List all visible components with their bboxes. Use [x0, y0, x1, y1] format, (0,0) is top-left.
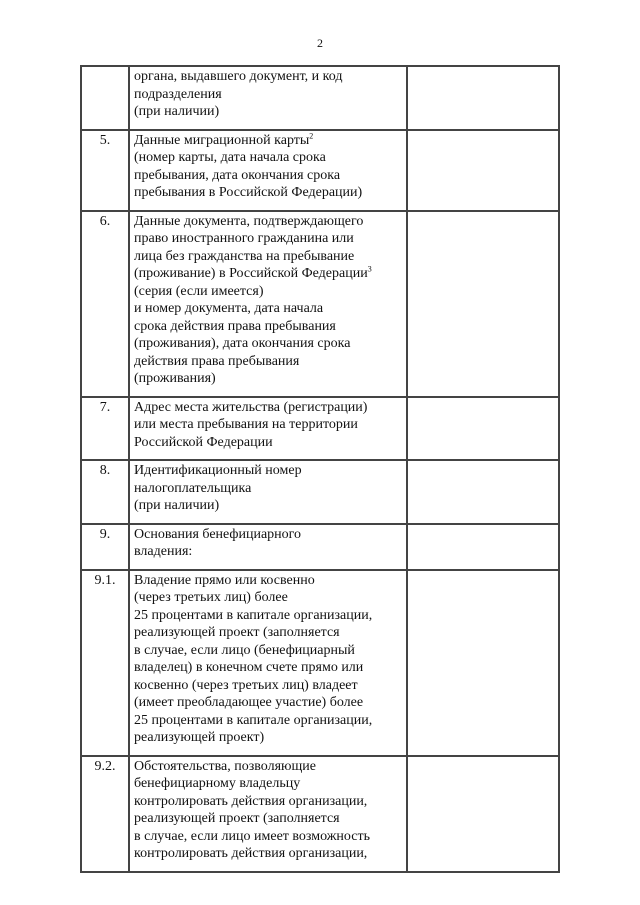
page-number: 2 [317, 36, 323, 50]
form-table [80, 65, 560, 873]
row-description [129, 570, 407, 756]
footnote-mark: 2 [309, 130, 314, 140]
row-description [129, 66, 407, 130]
row-value-cell [407, 397, 559, 461]
row-text: Адрес места жительства (регистрации) или места пребывания на территории Российской Федерации [134, 399, 368, 450]
row-value-cell [407, 130, 559, 211]
table-row [81, 66, 559, 130]
row-number: 6. [81, 211, 129, 397]
row-number: 8. [81, 460, 129, 524]
row-value-cell [407, 756, 559, 872]
table-row [81, 570, 559, 756]
row-number: 9.1. [81, 570, 129, 756]
row-number: 9. [81, 524, 129, 570]
table-row [81, 756, 559, 872]
row-text: Идентификационный номер налогоплательщика (при наличии) [134, 463, 302, 513]
row-description [129, 397, 407, 461]
row-value-cell [407, 524, 559, 570]
row-number: 7. [81, 397, 129, 461]
row-value-cell [407, 66, 559, 130]
row-text-tail: (номер карты, дата начала срока пребывания, дата окончания срока пребывания в Российской Федерации) [134, 150, 363, 200]
table-row [81, 524, 559, 570]
row-description [129, 460, 407, 524]
table-row [81, 460, 559, 524]
row-text: Данные миграционной карты [134, 132, 310, 148]
table-row [81, 211, 559, 397]
row-text: Данные документа, подтверждающего право иностранного гражданина или лица без гражданства на пребывание (проживание) в Российской Федерации [134, 213, 368, 281]
row-value-cell [407, 460, 559, 524]
row-text-tail: (серия (если имеется) и номер документа, дата начала срока действия права пребывания (проживания), дата окончания срока действия права пребывания (проживания) [134, 283, 351, 386]
row-text: Владение прямо или косвенно (через третьих лиц) более 25 процентами в капитале организации, реализующей проект (заполняется в случае, если лицо (бенефициарный владелец) в конечном счете прямо или косвенно (через третьих лиц) владеет (имеет преобладающее участие) более 25 процентами в капитале организации, реализующей проект) [134, 572, 373, 745]
row-description [129, 211, 407, 397]
row-value-cell [407, 211, 559, 397]
row-text: Обстоятельства, позволяющие бенефициарному владельцу контролировать действия организации, реализующей проект (заполняется в случае, если лицо имеет возможность контролировать действия организации, [134, 758, 370, 861]
table-row [81, 397, 559, 461]
row-description [129, 756, 407, 872]
row-description [129, 524, 407, 570]
row-text: Основания бенефициарного владения: [134, 526, 302, 559]
row-number [81, 66, 129, 130]
row-value-cell [407, 570, 559, 756]
row-description [129, 130, 407, 211]
row-text: органа, выдавшего документ, и код подразделения (при наличии) [134, 69, 343, 119]
row-number: 9.2. [81, 756, 129, 872]
footnote-mark: 3 [367, 264, 372, 274]
row-number: 5. [81, 130, 129, 211]
table-row [81, 130, 559, 211]
